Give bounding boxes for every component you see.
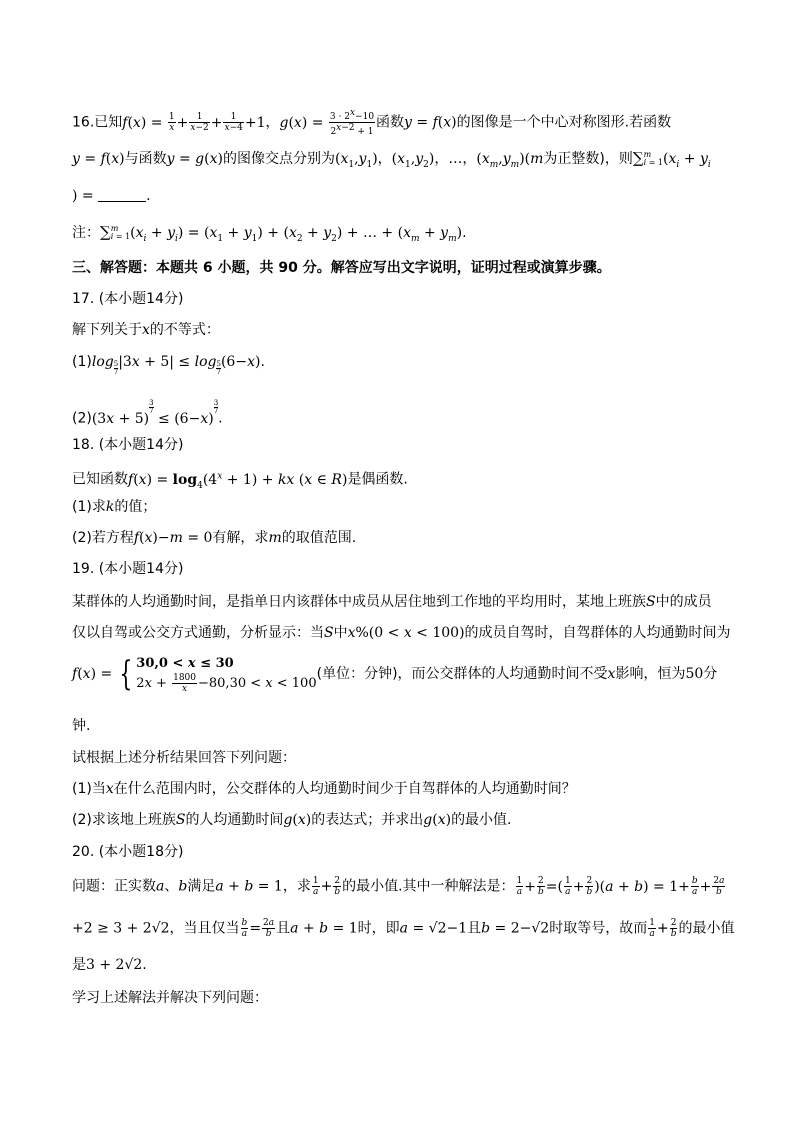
q16-line-2: y = f(x)与函数y = g(x)的图像交点分别为$(x_1,y_1)$，$(x_1,y_2)$，…，$(x_m,y_m)(m$为正整数)，则∑m $i = 1(x_i + y_i$ <box>72 149 711 170</box>
q17-part-2: (2)(3x + 5) $^{\frac{3}{7}}$ ≤ (6−x) $^{\frac{3}{7}}$. <box>72 399 223 427</box>
q19-line-5: 试根据上述分析结果回答下列问题： <box>72 750 296 766</box>
q18-header: 18. (本小题14分) <box>72 437 184 453</box>
q20-header: 20. (本小题18分) <box>72 844 184 860</box>
q20-line-3: 是3 + 2√2. <box>72 957 147 973</box>
q16-line-1: 16.已知f(x) = $\frac{1}{x}$ + $\frac{1}{x-2}$ + $\frac{1}{x-4}$ +1，g(x) = $\frac{3 \cdot 2^x-10}{2^{x-2} + 1}$ 函数y = f(x)的图像是一个中心对称图形.若函数 <box>72 108 672 137</box>
q16-number: 16. <box>72 114 95 131</box>
q20-line-1: 问题：正实数a、b满足a + b = 1，求 $\frac{1}{a}$ + $\frac{2}{b}$ 的最小值.其中一种解法是： $\frac{1}{a}$ + $\frac{2}{b}$ =( $\frac{1}{a}$ + $\frac{2}{b}$ )(a + b) = 1+ $\frac{b}{a}$ + $\frac{2a}{b}$ <box>72 876 725 897</box>
q17-intro: 解下列关于x的不等式： <box>72 322 220 338</box>
q19-line-4: 钟. <box>72 718 91 734</box>
section-3-heading: 三、解答题：本题共 6 小题，共 90 分。解答应写出文字说明，证明过程或演算步骤。 <box>72 260 611 276</box>
q20-line-2: +2 ≥ 3 + 2√2，当且仅当 $\frac{b}{a}$ = $\frac{2a}{b}$ 且a + b = 1时，即a = √2−1且b = 2−√2时取等号，故而 $\frac{1}{a}$ + $\frac{2}{b}$ 的最小值 <box>72 918 735 939</box>
answer-blank[interactable] <box>98 201 146 202</box>
q16-line-3: ) = . <box>72 188 151 204</box>
q19-part-1: (1)当x在什么范围内时，公交群体的人均通勤时间少于自驾群体的人均通勤时间？ <box>72 781 576 797</box>
q19-piecewise-line: f(x) = { 30,0 < x ≤ 30 2x + $\frac{1800}{x}$ −80,30 < x < 100(单位：分钟)，而公交群体的人均通勤时间不受x影响，恒为50分 <box>72 654 718 694</box>
q18-line-1: 已知函数$f(x) = \log_4(4^x + 1)$ + kx (x ∈ R)是偶函数. <box>72 471 408 491</box>
q17-part-1: (1)log $\frac{5}{7}|3x + 5| \le \log$ $\frac{5}{7}(6-x)$. <box>72 354 265 376</box>
q19-header: 19. (本小题14分) <box>72 561 184 577</box>
q19-line-1: 某群体的人均通勤时间，是指单日内该群体中成员从居住地到工作地的平均用时，某地上班族S中的成员 <box>72 594 712 610</box>
q19-line-2: 仅以自驾或公交方式通勤，分析显示：当S中x%(0 < x < 100)的成员自驾时，自驾群体的人均通勤时间为 <box>72 625 731 641</box>
q20-line-4: 学习上述解法并解决下列问题： <box>72 990 268 1006</box>
q17-header: 17. (本小题14分) <box>72 291 184 307</box>
q16-note: 注：∑m $i = 1(x_i + y_i) = (x_1 + y_1) + (x_2 + y_2)$ + … + $(x_m + y_m)$. <box>72 223 467 244</box>
q18-part-2: (2)若方程f(x)−m = 0有解，求m的取值范围. <box>72 530 357 546</box>
q19-part-2: (2)求该地上班族S的人均通勤时间g(x)的表达式；并求出g(x)的最小值. <box>72 812 512 828</box>
q18-part-1: (1)求k的值； <box>72 499 157 515</box>
